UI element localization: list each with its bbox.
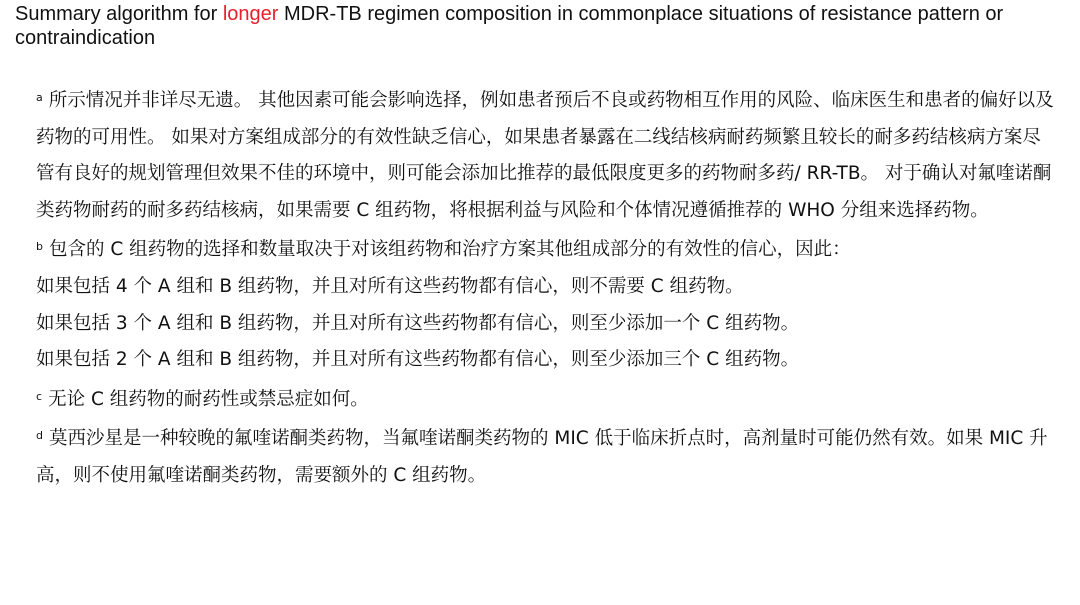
footnote-c — [36, 379, 1056, 419]
footnote-b-case-3-drugs — [36, 306, 1056, 343]
footnote-marker-b: b — [36, 240, 43, 254]
footnote-b-case-2-drugs — [36, 342, 1056, 379]
footnote-d — [36, 418, 1056, 494]
footnote-marker-d: d — [36, 429, 43, 443]
footnote-b-case-4-drugs — [36, 269, 1056, 306]
footnote-a — [36, 80, 1056, 229]
footnote-d-text: 莫西沙星是一种较晚的氟喹诺酮类药物，当氟喹诺酮类药物的 MIC 低于临床折点时，高剂量时可能仍然有效。如果 MIC 升高，则不使用氟喹诺酮类药物，需要额外的 C 组药物。 — [36, 428, 1048, 486]
footnotes-block — [36, 80, 1056, 495]
footnote-a-text: 所示情况并非详尽无遗。 其他因素可能会影响选择，例如患者预后不良或药物相互作用的风险、临床医生和患者的偏好以及药物的可用性。 如果对方案组成部分的有效性缺乏信心，如果患者暴露在二线结核病耐药频繁且较长的耐多药结核病方案尽管有良好的规划管理但效果不佳的环境中，则可能会添加比推荐的最低限度更多的药物耐多药/ RR-TB。 对于确认对氟喹诺酮类药物耐药的耐多药结核病，如果需要 C 组药物，将根据利益与风险和个体情况遵循推荐的 WHO 分组来选择药物。 — [36, 90, 1054, 221]
footnote-b-text: 包含的 C 组药物的选择和数量取决于对该组药物和治疗方案其他组成部分的有效性的信心，因此： — [48, 239, 851, 261]
case-4-drugs-text: 如果包括 4 个 A 组和 B 组药物，并且对所有这些药物都有信心，则不需要 C 组药物。 — [36, 275, 744, 297]
slide-title — [15, 2, 1065, 50]
case-3-drugs-text: 如果包括 3 个 A 组和 B 组药物，并且对所有这些药物都有信心，则至少添加一个 C 组药物。 — [36, 312, 800, 334]
footnote-b — [36, 229, 1056, 269]
title-text-start: Summary algorithm for — [15, 3, 223, 25]
case-2-drugs-text: 如果包括 2 个 A 组和 B 组药物，并且对所有这些药物都有信心，则至少添加三个 C 组药物。 — [36, 349, 800, 371]
footnote-c-text: 无论 C 组药物的耐药性或禁忌症如何。 — [48, 388, 369, 410]
title-highlight-word: longer — [222, 3, 279, 25]
footnote-marker-c: c — [36, 389, 43, 403]
footnote-marker-a: a — [36, 91, 43, 104]
title-text-end: MDR-TB regimen composition in commonplace situations of resistance pattern or contraindication — [15, 3, 1004, 49]
